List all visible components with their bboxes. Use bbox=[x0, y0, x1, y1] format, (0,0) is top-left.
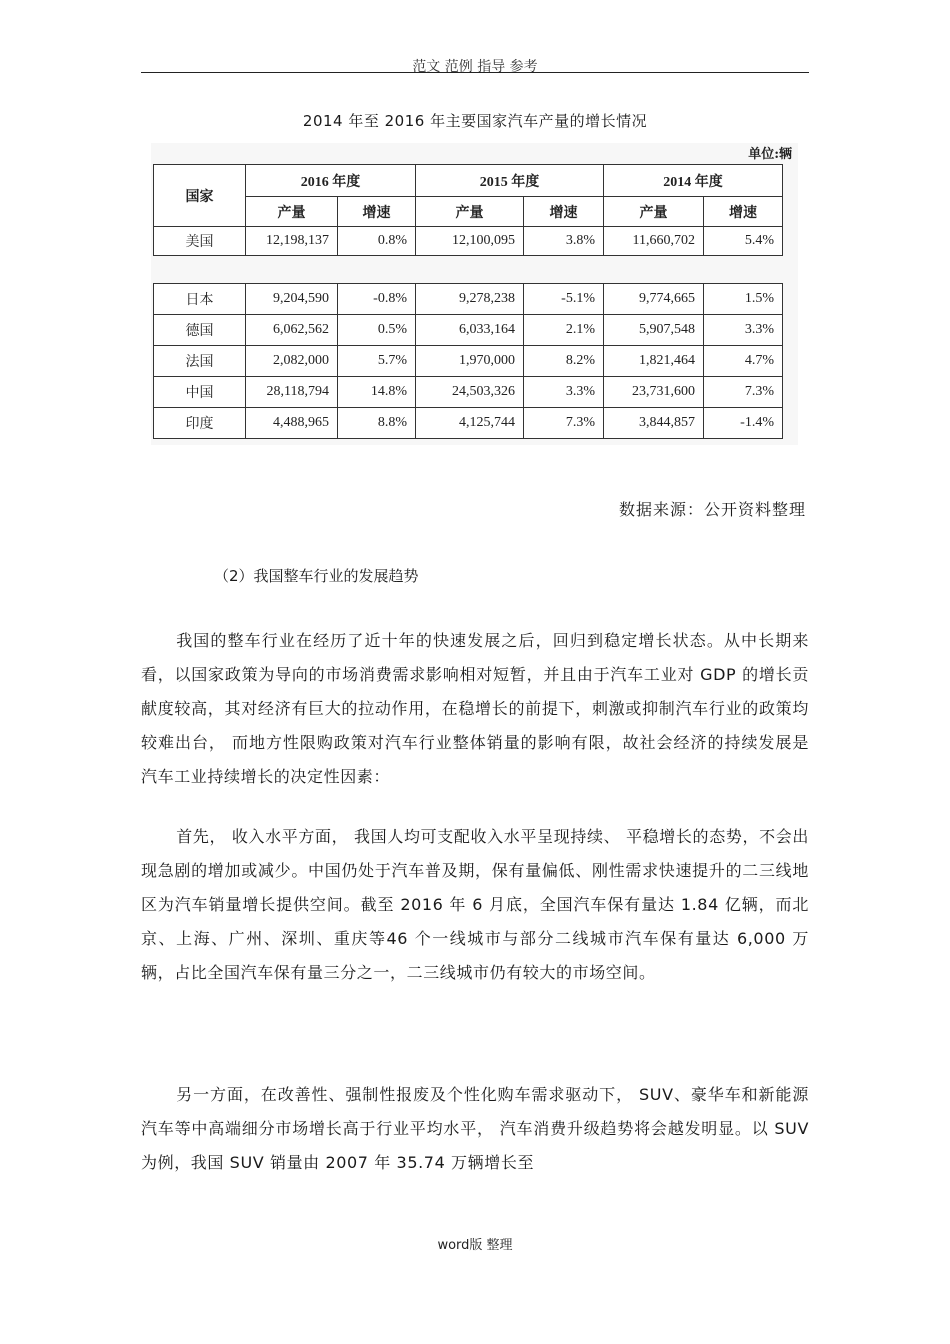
paragraph: 我国的整车行业在经历了近十年的快速发展之后，回归到稳定增长状态。从中长期来看，以国家政策为导向的市场消费需求影响相对短暂，并且由于汽车工业对 GDP 的增长贡献度较高，其对经济有巨大的拉动作用，在稳增长的前提下，刺激或抑制汽车行业的政策均较难出台， 而地方性限购政策对汽车行业整体销量的影响有限，故社会经济的持续发展是汽车工业持续增长的决定性因素： bbox=[141, 631, 809, 786]
value-cell: 5.4% bbox=[704, 227, 783, 256]
subheader-growth: 增速 bbox=[704, 197, 783, 227]
value-cell: 1.5% bbox=[704, 284, 783, 315]
value-cell: 14.8% bbox=[338, 377, 416, 408]
value-cell: 0.8% bbox=[338, 227, 416, 256]
value-cell: 12,198,137 bbox=[246, 227, 338, 256]
table-row bbox=[154, 227, 783, 256]
header-divider bbox=[141, 72, 809, 73]
country-cell: 美国 bbox=[154, 227, 246, 256]
subheader-output: 产量 bbox=[246, 197, 338, 227]
table-row bbox=[154, 315, 783, 346]
value-cell: 4,125,744 bbox=[416, 408, 524, 439]
value-cell: 8.8% bbox=[338, 408, 416, 439]
table-title: 2014 年至 2016 年主要国家汽车产量的增长情况 bbox=[302, 112, 648, 130]
value-cell: 4.7% bbox=[704, 346, 783, 377]
value-cell: 5.7% bbox=[338, 346, 416, 377]
value-cell: 5,907,548 bbox=[604, 315, 704, 346]
table-row bbox=[154, 284, 783, 315]
header-year-2014: 2014 年度 bbox=[604, 165, 783, 197]
value-cell: 3.8% bbox=[524, 227, 604, 256]
value-cell: 12,100,095 bbox=[416, 227, 524, 256]
header-country: 国家 bbox=[154, 165, 246, 227]
value-cell: -5.1% bbox=[524, 284, 604, 315]
country-cell: 日本 bbox=[154, 284, 246, 315]
subheader-growth: 增速 bbox=[338, 197, 416, 227]
value-cell: 3,844,857 bbox=[604, 408, 704, 439]
value-cell: 2,082,000 bbox=[246, 346, 338, 377]
section-title: （2）我国整车行业的发展趋势 bbox=[214, 567, 419, 585]
header-year-2015: 2015 年度 bbox=[416, 165, 604, 197]
value-cell: 4,488,965 bbox=[246, 408, 338, 439]
value-cell: 1,821,464 bbox=[604, 346, 704, 377]
paragraph: 首先， 收入水平方面， 我国人均可支配收入水平呈现持续、 平稳增长的态势，不会出现急剧的增加或减少。中国仍处于汽车普及期，保有量偏低、刚性需求快速提升的二三线地区为汽车销量增长提供空间。截至 2016 年 6 月底，全国汽车保有量达 1.84 亿辆，而北京、上海、广州、深圳、重庆等46 个一线城市与部分二线城市汽车保有量达 6,000 万辆，占比全国汽车保有量三分之一，二三线城市仍有较大的市场空间。 bbox=[141, 827, 809, 982]
subheader-output: 产量 bbox=[416, 197, 524, 227]
country-cell: 印度 bbox=[154, 408, 246, 439]
table-row bbox=[154, 408, 783, 439]
table-unit: 单位:辆 bbox=[748, 147, 792, 162]
value-cell: -0.8% bbox=[338, 284, 416, 315]
value-cell: 2.1% bbox=[524, 315, 604, 346]
header-year-2016: 2016 年度 bbox=[246, 165, 416, 197]
value-cell: 9,278,238 bbox=[416, 284, 524, 315]
subheader-growth: 增速 bbox=[524, 197, 604, 227]
production-table-image bbox=[151, 143, 798, 445]
value-cell: 9,774,665 bbox=[604, 284, 704, 315]
value-cell: 11,660,702 bbox=[604, 227, 704, 256]
value-cell: 6,033,164 bbox=[416, 315, 524, 346]
country-cell: 德国 bbox=[154, 315, 246, 346]
value-cell: 1,970,000 bbox=[416, 346, 524, 377]
table-row bbox=[154, 377, 783, 408]
value-cell: 7.3% bbox=[524, 408, 604, 439]
paragraph: 另一方面，在改善性、强制性报废及个性化购车需求驱动下， SUV、豪华车和新能源汽车等中高端细分市场增长高于行业平均水平， 汽车消费升级趋势将会越发明显。以 SUV 为例，我国 SUV 销量由 2007 年 35.74 万辆增长至 bbox=[141, 1085, 809, 1172]
value-cell: 6,062,562 bbox=[246, 315, 338, 346]
value-cell: 8.2% bbox=[524, 346, 604, 377]
country-cell: 法国 bbox=[154, 346, 246, 377]
page-header: 范文 范例 指导 参考 bbox=[412, 59, 538, 75]
country-cell: 中国 bbox=[154, 377, 246, 408]
production-table-top bbox=[153, 164, 783, 256]
data-source-note: 数据来源：公开资料整理 bbox=[618, 500, 806, 519]
value-cell: 28,118,794 bbox=[246, 377, 338, 408]
value-cell: -1.4% bbox=[704, 408, 783, 439]
value-cell: 3.3% bbox=[704, 315, 783, 346]
value-cell: 23,731,600 bbox=[604, 377, 704, 408]
value-cell: 0.5% bbox=[338, 315, 416, 346]
value-cell: 24,503,326 bbox=[416, 377, 524, 408]
value-cell: 3.3% bbox=[524, 377, 604, 408]
value-cell: 9,204,590 bbox=[246, 284, 338, 315]
value-cell: 7.3% bbox=[704, 377, 783, 408]
table-row bbox=[154, 346, 783, 377]
page-footer: word版 整理 bbox=[437, 1238, 513, 1253]
table-gap bbox=[153, 257, 794, 283]
production-table-bottom bbox=[153, 283, 783, 439]
subheader-output: 产量 bbox=[604, 197, 704, 227]
